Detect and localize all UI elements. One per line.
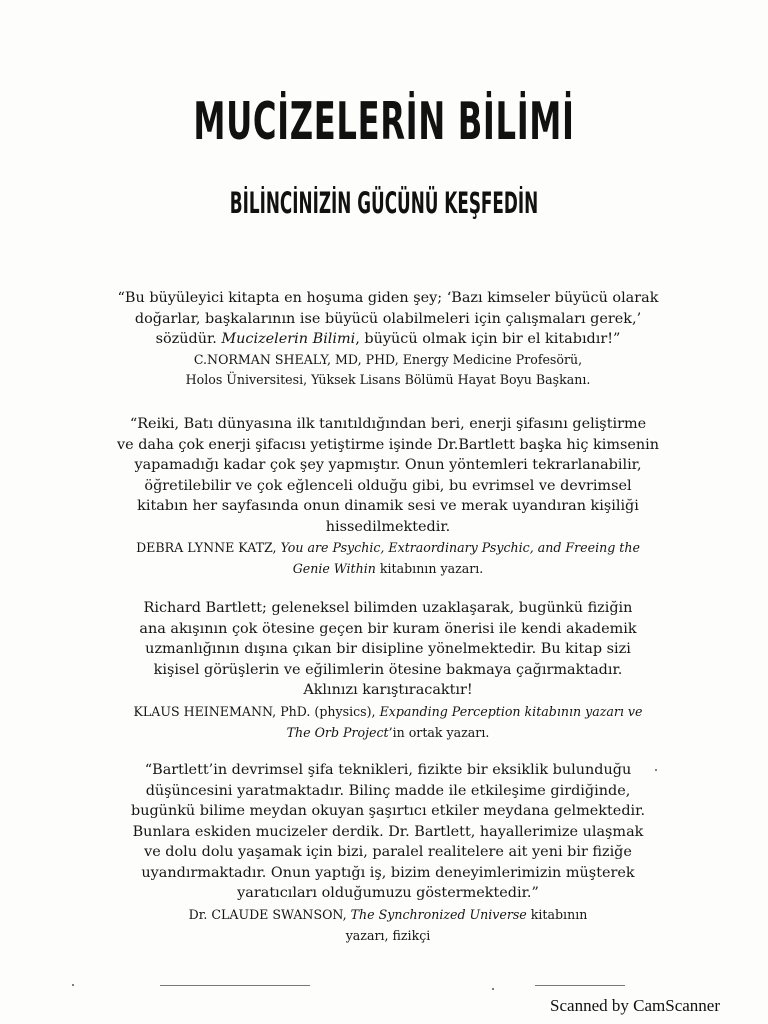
quote-line: doğarlar, başkalarının ise büyücü olabilmeleri için çalışmaları gerek,’ — [134, 310, 642, 327]
attribution-line: yazarı, fizikçi — [345, 927, 431, 943]
quote-line: ve dolu dolu yaşamak için bizi, paralel realitelere ait yeni bir fiziğe — [144, 844, 632, 860]
camscanner-watermark: Scanned by CamScanner — [550, 996, 720, 1015]
quote-line: Aklınızı karıştıracaktır! — [303, 682, 473, 698]
endorsement-heinemann — [108, 598, 668, 743]
attribution-line: KLAUS HEINEMANN, PhD. (physics), Expanding Perception kitabının yazarı ve — [133, 703, 643, 719]
attribution-line: DEBRA LYNNE KATZ, You are Psychic, Extraordinary Psychic, and Freeing the — [136, 540, 640, 555]
quote-line: “Reiki, Batı dünyasına ilk tanıtıldığından beri, enerji şifasını geliştirme — [129, 416, 647, 432]
scan-speck — [655, 769, 657, 771]
quote-line: “Bartlett’in devrimsel şifa teknikleri, fizikte bir eksiklik bulunduğu — [144, 762, 632, 778]
quote-line: Bunlara eskiden mucizeler derdik. Dr. Bartlett, hayallerimize ulaşmak — [132, 823, 644, 840]
quote-line: sözüdür. Mucizelerin Bilimi, büyücü olmak için bir el kitabıdır!” — [155, 331, 621, 347]
quote-line: ana akışının çok ötesine geçen bir kuram önerisi ile kendi akademik — [139, 620, 637, 637]
attribution-line: C.NORMAN SHEALY, MD, PHD, Energy Medicine Profesörü, — [193, 351, 583, 367]
book-title: MUCİZELERİN BİLİMİ — [193, 92, 575, 152]
quote-line: hissedilmektedir. — [325, 518, 451, 535]
attribution-line: Holos Üniversitesi, Yüksek Lisans Bölümü Hayat Boyu Başkanı. — [185, 371, 591, 387]
quote-line: uzmanlığının dışına çıkan bir disipline yönelmektedir. Bu kitap sizi — [145, 641, 631, 657]
quote-line: bugünkü bilime meydan okuyan şaşırtıcı etkiler meydana gelmektedir. — [130, 803, 646, 819]
attribution-line: Genie Within kitabının yazarı. — [292, 561, 484, 576]
quote-line: kitabın her sayfasında onun dinamik sesi ve merak uyandıran kişiliği — [137, 498, 639, 514]
endorsement-shealy — [108, 288, 668, 390]
quote-line: “Bu büyüleyici kitapta en hoşuma giden şey; ‘Bazı kimseler büyücü olarak — [117, 290, 659, 306]
quote-line: öğretilebilir ve çok eğlenceli olduğu gibi, bu evrimsel ve devrimsel — [144, 477, 632, 494]
endorsement-katz — [108, 414, 668, 579]
quote-line: uyandırmaktadır. Onun yaptığı iş, bizim deneyimlerimizin müşterek — [141, 864, 635, 881]
endorsement-swanson — [108, 760, 668, 946]
quote-line: yaratıcıları olduğumuzu göstermektedir.” — [237, 885, 539, 901]
scan-artifact-line — [535, 985, 625, 986]
scan-speck — [72, 984, 74, 986]
quote-line: yapamadığı kadar çok şey yapmıştır. Onun yöntemleri tekrarlanabilir, — [134, 457, 642, 473]
scan-speck — [492, 988, 494, 990]
quote-line: kişisel görüşlerin ve eğilimlerin ötesine bakmaya çağırmaktadır. — [153, 661, 623, 678]
attribution-line: Dr. CLAUDE SWANSON, The Synchronized Universe kitabının — [188, 906, 588, 922]
quote-line: ve daha çok enerji şifacısı yetiştirme işinde Dr.Bartlett başka hiç kimsenin — [116, 436, 660, 453]
quote-line: Richard Bartlett; geleneksel bilimden uzaklaşarak, bugünkü fiziğin — [143, 600, 633, 616]
quote-line: düşüncesini yaratmaktadır. Bilinç madde ile etkileşime girdiğinde, — [145, 782, 631, 799]
book-subtitle: BİLİNCİNİZİN GÜCÜNÜ KEŞFEDİN — [229, 186, 539, 220]
scan-artifact-line — [160, 985, 310, 986]
attribution-line: The Orb Project’in ortak yazarı. — [286, 724, 490, 740]
